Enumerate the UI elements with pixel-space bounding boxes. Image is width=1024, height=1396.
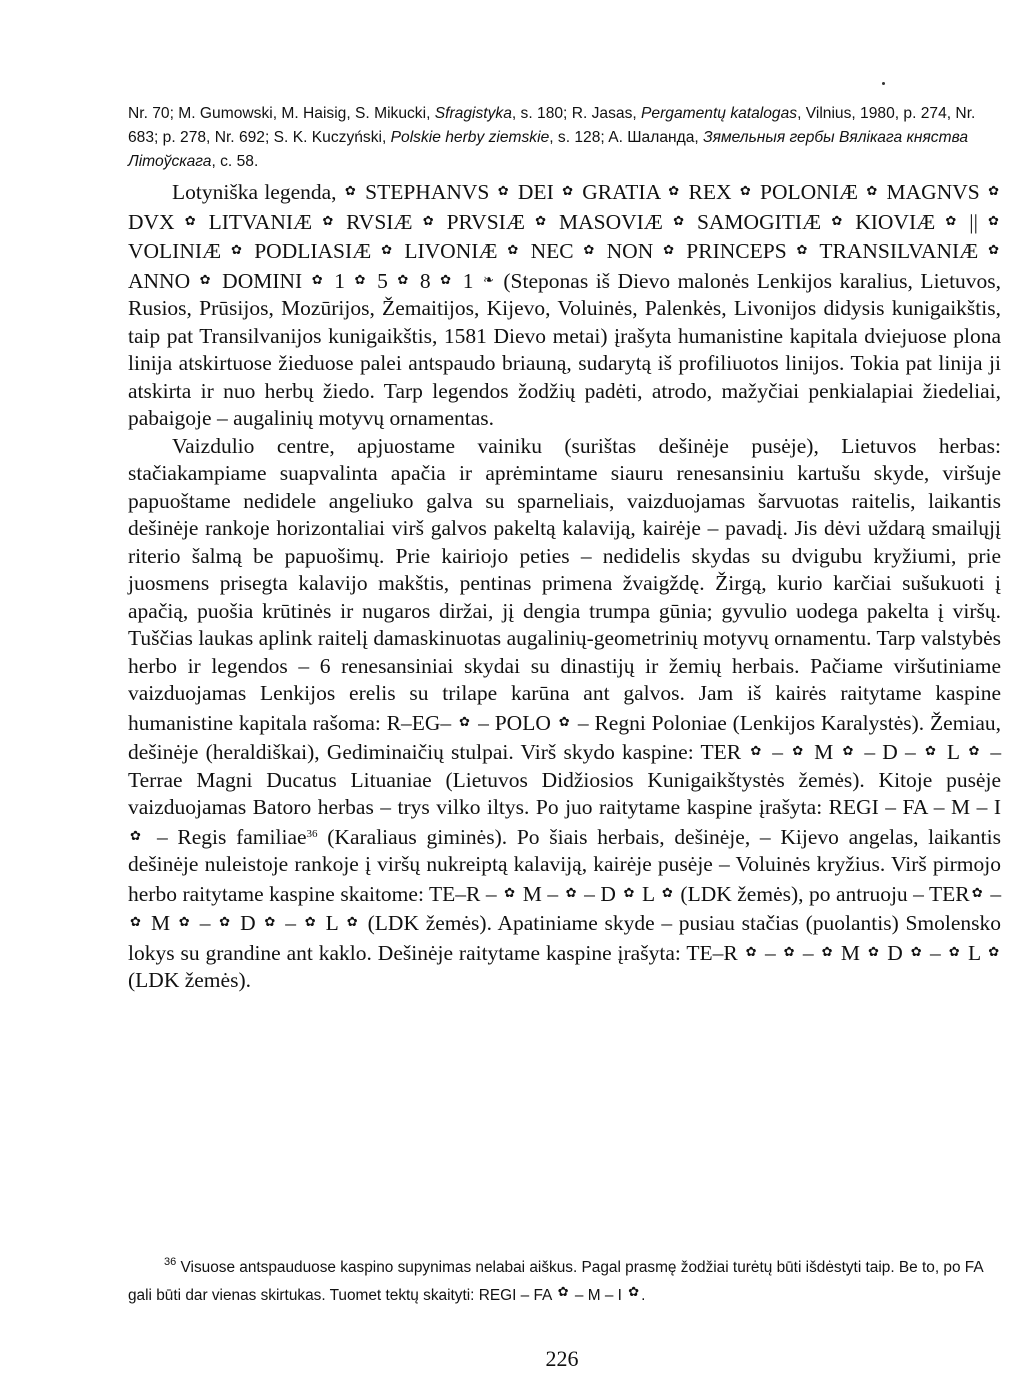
flower-separator-icon: ✿: [796, 242, 810, 257]
legend-word: VOLINIÆ: [128, 239, 222, 263]
flower-separator-icon: ✿: [507, 242, 521, 257]
footnote-text: Visuose antspauduose kaspino supynimas nelabai aiškus. Pagal prasmę žodžiai turėtų būti išdėstyti taip. Be to, po FA gali būti dar vienas skirtukas. Tuomet tektų skaityti: REGI – FA: [128, 1259, 983, 1304]
flower-separator-icon: ✿: [628, 1284, 640, 1299]
flower-separator-icon: ✿: [668, 183, 681, 198]
footnote: $^{36}$ Visuose antspauduose kaspino supynimas nelabai aiškus. Pagal prasmę žodžiai turėtų būti išdėstyti taip. Be to, po FA gali būti dar vienas skirtukas. Tuomet tektų skaityti: REGI – FA ✿ – M – I ✿ .: [128, 1256, 983, 1304]
ornament-end-icon: ❧: [482, 271, 494, 287]
flower-separator-icon: ✿: [558, 713, 571, 729]
legend-word: NEC: [530, 239, 574, 263]
flower-separator-icon: ✿: [304, 914, 317, 929]
flower-separator-icon: ✿: [130, 914, 143, 929]
flower-separator-icon: ✿: [739, 183, 752, 198]
flower-separator-icon: ✿: [623, 884, 635, 900]
reference-title: Sfragistyka: [434, 105, 512, 122]
page-number: 226: [545, 1346, 579, 1371]
flower-separator-icon: ✿: [322, 212, 336, 228]
flower-separator-icon: ✿: [562, 183, 574, 198]
flower-separator-icon: ✿: [344, 183, 357, 198]
flower-separator-icon: ✿: [178, 914, 191, 929]
legend-word: 8: [419, 268, 431, 293]
flower-separator-icon: ✿: [422, 212, 437, 228]
legend-word: PRVSIÆ: [446, 209, 525, 234]
legend-word: TRANSILVANIÆ: [819, 239, 979, 263]
flower-separator-icon: ✿: [354, 271, 368, 287]
seal-description-paragraph: Vaizdulio centre, apjuostame vainiku (surištas dešinėje pusėje), Lietuvos herbas: stačiakampiame suapvalinta apačia ir aprėmintame siauru renesansiniu kartušu skyde, viršuje papuoštame nedidele angeliuko galva su sparneliais, vaizduojamas šarvuotas raitelis, laikantis dešinėje rankoje horizontaliai virš galvos pakeltą kalaviją, kairėje – pavadį. Jis dėvi uždarą smailųjį riterio šalmą be papuošimų. Prie kairiojo peties – nedidelis skydas su dvigubu kryžiumi, prie juosmens prisegta kalavijo makštis, pentinas primena žvaigždę. Žirgą, kurio karčiai sušukuoti į apačią, puošia krūtinės ir nugaros diržai, jį dengia trumpa gūnia; gyvulio uodega pakelta į viršų. Tuščias laukas aplink raitelį damaskinuotas augalinių-geometrinių motyvų ornamentu. Tarp valstybės herbo ir legendos – 6 renesansiniai skydai su dinastijų ir žemių herbais. Pačiame viršutiniame vaizduojamas Lenkijos erelis su trilape karūna ant galvos. Jam iš kairės raitytame kaspine humanistine kapitala rašoma: R–EG– ✿ – POLO ✿ – Regni Poloniae (Lenkijos Karalystės). Žemiau, dešinėje (heraldiškai), Gediminaičių stulpai. Virš skydo kaspine: TER ✿ – ✿ M ✿ – D – ✿ L ✿ – Terrae Magni Ducatus Lituaniae (Lietuvos Didžiosios Kunigaikštystės žemės). Kitoje pusėje vaizduojamas Batoro herbas – trys vilko iltys. Po juo raitytame kaspine įrašyta: REGI – FA – M – I ✿ – Regis familiae$^{36}$ (Karaliaus giminės). Po šiais herbais, dešinėje, – Kijevo angelas, laikantis dešinėje nuleistoje rankoje į viršų nukreiptą kalaviją, kairėje pusėje – Voluinės kryžius. Virš pirmojo herbo raitytame kaspine skaitome: TE–R – ✿ M – ✿ – D ✿ L ✿ (LDK žemės), po antruoju – TER ✿ – ✿ M ✿ – ✿ D ✿ – ✿ L ✿ (LDK žemės). Apatiniame skyde – pusiau stačias (puolantis) Smolensko lokys su grandine ant kaklo. Dešinėje raitytame kaspine įrašyta: TE–R ✿ – ✿ – ✿ M ✿ D ✿ – ✿ L ✿ (LDK žemės).: [128, 433, 1002, 992]
legend-word: GRATIA: [582, 180, 660, 204]
flower-separator-icon: ✿: [504, 884, 516, 900]
body-text: [128, 177, 1001, 995]
legend-word: RVSIÆ: [346, 209, 413, 234]
flower-separator-icon: ✿: [311, 271, 325, 287]
flower-separator-icon: ✿: [745, 943, 758, 959]
legend-intro: Lotyniška legenda,: [172, 180, 337, 204]
flower-separator-icon: ✿: [130, 827, 146, 843]
references-block: [128, 102, 990, 174]
legend-word: DVX: [128, 209, 175, 234]
reference-title: Polskie herby ziemskie: [390, 129, 550, 146]
legend-word: ||: [969, 209, 978, 234]
flower-separator-icon: ✿: [663, 242, 677, 257]
legend-word: MAGNVS: [886, 180, 980, 204]
legend-translation: (Steponas iš Dievo malonės Lenkijos karalius, Lietuvos, Rusios, Prūsijos, Mozūrijos, Žemaitijos, Kijevo, Voluinės, Palenkės, Livonijos didysis kunigaikštis, taip pat Transilvanijos kunigaikštis, 1581 Dievo metai) įrašyta humanistine kapitala dviejuose plona linija atskirtuose žieduose palei antspaudo briauną, sudarytą iš profiliuotos linijos. Tokia pat linija ji atskirta ir nuo herbų žiedo. Tarp legendos žodžių padėti, atrodo, mažyčiai penkialapiai žiedeliai, pabaigoje – augalinių motyvų ornamentas.: [128, 268, 1002, 430]
flower-separator-icon: ✿: [910, 943, 923, 959]
legend-word: SAMOGITIÆ: [696, 209, 822, 234]
legend-word: LITVANIÆ: [208, 209, 313, 234]
legend-word: 1: [462, 268, 474, 293]
reference-text: , Vilnius, 1980, p. 274, Nr. 683; p. 278, Nr. 692; S. K. Kuczyński,: [128, 105, 976, 146]
flower-separator-icon: ✿: [792, 743, 805, 758]
flower-separator-icon: ✿: [583, 242, 597, 257]
flower-separator-icon: ✿: [988, 242, 999, 257]
legend-word: STEPHANVS: [365, 180, 490, 204]
legend-word: PODLIASIÆ: [254, 239, 372, 263]
reference-text: , c. 58.: [211, 153, 259, 170]
legend-word: 1: [334, 268, 346, 293]
flower-separator-icon: ✿: [661, 884, 673, 900]
legend-word: DEI: [517, 180, 554, 204]
reference-title: Зямельныя гербы Вялікага княства Літоўскага: [128, 129, 969, 170]
footnote-number: 36: [164, 1256, 177, 1268]
legend-word: POLONIÆ: [760, 180, 858, 204]
flower-separator-icon: ✿: [458, 713, 471, 729]
flower-separator-icon: ✿: [750, 743, 764, 758]
flower-separator-icon: ✿: [397, 271, 411, 287]
flower-separator-icon: ✿: [440, 271, 454, 287]
flower-separator-icon: ✿: [988, 183, 999, 198]
flower-separator-icon: ✿: [971, 884, 983, 900]
flower-separator-icon: ✿: [821, 943, 833, 959]
reference-title: Pergamentų katalogas: [641, 105, 798, 122]
flower-separator-icon: ✿: [535, 212, 549, 228]
flower-separator-icon: ✿: [565, 884, 577, 900]
flower-separator-icon: ✿: [557, 1284, 569, 1299]
flower-separator-icon: ✿: [783, 943, 796, 959]
flower-separator-icon: ✿: [184, 212, 199, 228]
flower-separator-icon: ✿: [231, 242, 245, 257]
legend-word: LIVONIÆ: [404, 239, 498, 263]
flower-separator-icon: ✿: [673, 212, 687, 228]
reference-text: , s. 180; R. Jasas,: [511, 105, 642, 122]
flower-separator-icon: ✿: [381, 242, 395, 257]
flower-separator-icon: ✿: [924, 743, 938, 758]
legend-word: 5: [377, 268, 388, 293]
flower-separator-icon: ✿: [842, 743, 856, 758]
flower-separator-icon: ✿: [346, 914, 359, 929]
legend-word: MASOVIÆ: [558, 209, 663, 234]
flower-separator-icon: ✿: [219, 914, 232, 929]
flower-separator-icon: ✿: [264, 914, 277, 929]
legend-word: ANNO: [128, 268, 191, 293]
reference-text: , s. 128; A. Шаланда,: [549, 129, 704, 146]
flower-separator-icon: ✿: [968, 743, 982, 758]
legend-word: KIOVIÆ: [855, 209, 936, 234]
flower-separator-icon: ✿: [988, 212, 999, 228]
flower-separator-icon: ✿: [867, 943, 880, 959]
flower-separator-icon: ✿: [988, 943, 1000, 959]
flower-separator-icon: ✿: [866, 183, 879, 198]
reference-text: Nr. 70; M. Gumowski, M. Haisig, S. Mikucki,: [128, 105, 435, 122]
footnote-ref[interactable]: 36: [306, 827, 318, 840]
flower-separator-icon: ✿: [199, 271, 213, 287]
flower-separator-icon: ✿: [497, 183, 510, 198]
flower-separator-icon: ✿: [945, 212, 960, 228]
legend-word: PRINCEPS: [686, 239, 787, 263]
legend-paragraph: [128, 177, 1001, 433]
footnote-text: – M – I: [574, 1287, 622, 1304]
speck: [882, 82, 885, 85]
legend-word: NON: [606, 239, 654, 263]
flower-separator-icon: ✿: [948, 943, 961, 959]
flower-separator-icon: ✿: [831, 212, 846, 228]
legend-word: DOMINI: [222, 268, 303, 293]
legend-word: REX: [688, 180, 732, 204]
